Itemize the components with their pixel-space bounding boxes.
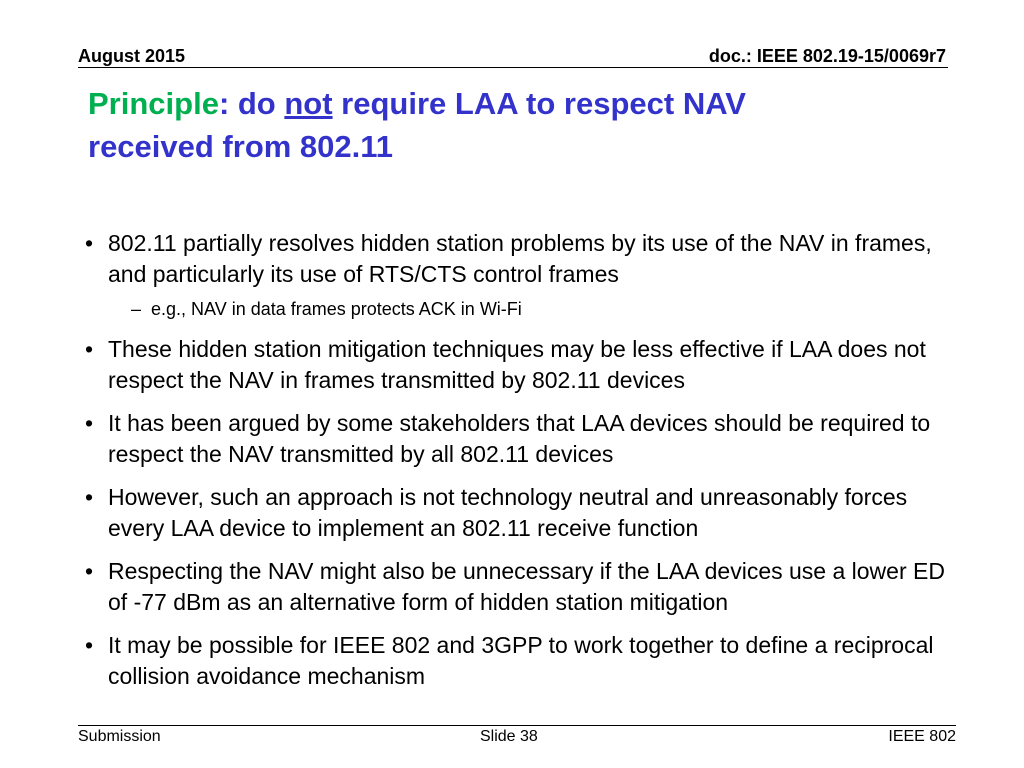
bullet-mark: • xyxy=(85,558,94,584)
bullet-text: However, such an approach is not technology neutral and unreasonably forces every LAA device to implement an 802.11 receive function xyxy=(108,484,908,541)
bullet-item xyxy=(85,408,955,470)
title-rest-line2: received from 802.11 xyxy=(88,129,394,164)
bullet-item xyxy=(85,482,955,544)
footer-submission: Submission xyxy=(78,728,161,745)
sub-bullet-text: e.g., NAV in data frames protects ACK in Wi-Fi xyxy=(151,299,522,319)
header-date: August 2015 xyxy=(78,46,186,66)
bullet-mark: • xyxy=(85,410,94,436)
sub-bullet-item xyxy=(108,296,955,322)
bullet-text: It may be possible for IEEE 802 and 3GPP to work together to define a reciprocal collision avoidance mechanism xyxy=(108,632,934,689)
title-principle: Principle xyxy=(88,86,219,121)
bullet-text: It has been argued by some stakeholders that LAA devices should be required to respect the NAV transmitted by all 802.11 devices xyxy=(108,410,931,467)
bullet-item xyxy=(85,630,955,692)
title-colon: : do xyxy=(218,86,285,121)
bullet-mark: • xyxy=(85,230,94,256)
header-divider xyxy=(78,67,948,68)
footer-slide-number: Slide 38 xyxy=(480,728,538,745)
bullet-item xyxy=(85,556,955,618)
slide-title xyxy=(88,82,938,168)
header-doc-id: doc.: IEEE 802.19-15/0069r7 xyxy=(708,46,946,66)
slide-body xyxy=(85,228,955,704)
title-emphasis: not xyxy=(284,86,333,121)
bullet-text: Respecting the NAV might also be unnecessary if the LAA devices use a lower ED of -77 dBm as an alternative form of hidden station mitigation xyxy=(108,558,945,615)
bullet-item xyxy=(85,334,955,396)
sub-bullet-mark: – xyxy=(131,299,142,319)
bullet-item xyxy=(85,228,955,322)
bullet-text: These hidden station mitigation techniques may be less effective if LAA does not respect the NAV in frames transmitted by 802.11 devices xyxy=(108,336,926,393)
footer-org: IEEE 802 xyxy=(888,728,956,745)
bullet-mark: • xyxy=(85,632,94,658)
bullet-text: 802.11 partially resolves hidden station problems by its use of the NAV in frames, and particularly its use of RTS/CTS control frames xyxy=(108,230,932,287)
bullet-mark: • xyxy=(85,336,94,362)
bullet-mark: • xyxy=(85,484,94,510)
footer-divider xyxy=(78,725,956,726)
title-rest-line1: require LAA to respect NAV xyxy=(332,86,746,121)
